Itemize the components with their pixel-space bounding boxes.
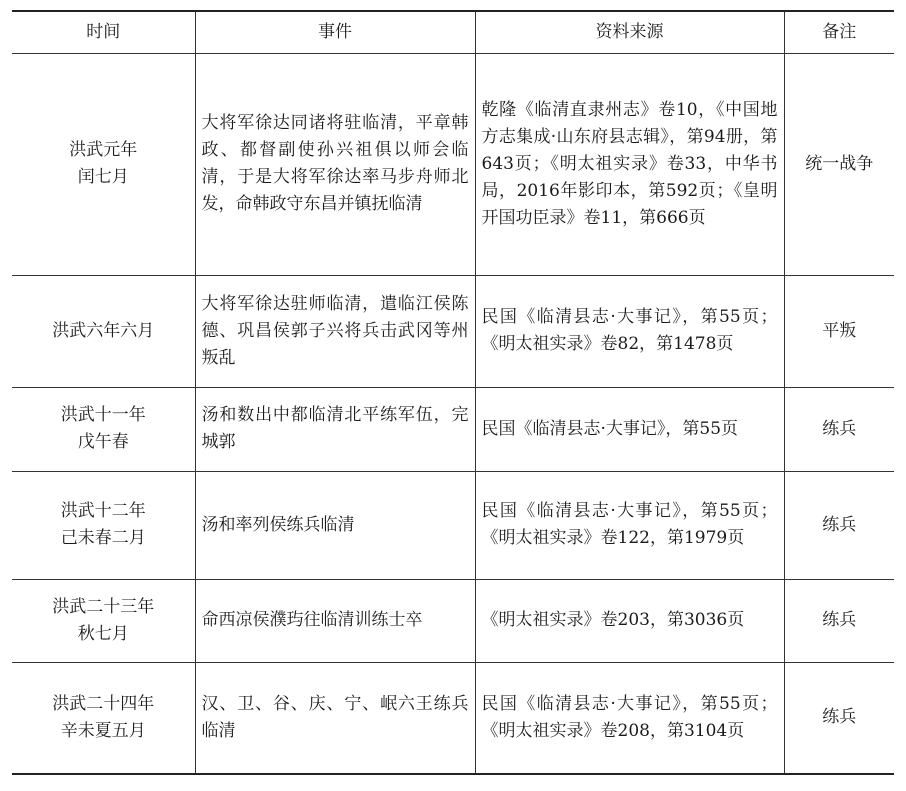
source-cell: 民国《临清县志·大事记》，第55页 [475,387,784,471]
time-cell [12,53,195,275]
header-time: 时间 [86,21,121,42]
table-row [12,275,894,387]
table-row [12,53,894,275]
source-cell: 民国《临清县志·大事记》，第55页；《明太祖实录》卷208，第3104页 [475,662,784,774]
time-line: 秋七月 [77,623,129,644]
time-cell [12,579,195,662]
time-line: 洪武二十四年 [52,693,155,714]
time-cell [12,387,195,471]
event-cell: 命西凉侯濮玙往临清训练士卒 [195,579,475,662]
event-cell: 汤和数出中都临清北平练军伍，完城郭 [195,387,475,471]
note-cell: 练兵 [784,387,894,471]
time-cell [12,471,195,579]
source-cell: 民国《临清县志·大事记》，第55页；《明太祖实录》卷122，第1979页 [475,471,784,579]
time-line: 洪武六年六月 [52,320,155,341]
time-line: 闰七月 [77,167,129,187]
time-line: 洪武元年 [69,140,138,160]
event-cell: 汤和率列侯练兵临清 [195,471,475,579]
event-cell: 汉、卫、谷、庆、宁、岷六王练兵临清 [195,662,475,774]
note-cell: 练兵 [784,471,894,579]
event-cell: 大将军徐达驻师临清，遣临江侯陈德、巩昌侯郭子兴将兵击武冈等州叛乱 [195,275,475,387]
table-header-row [12,11,894,53]
time-line: 洪武十一年 [60,405,146,425]
table-row [12,387,894,471]
time-line: 己未春二月 [60,528,146,548]
time-line: 洪武十二年 [60,501,146,521]
table-row [12,662,894,774]
note-cell: 练兵 [784,579,894,662]
header-note: 备注 [784,11,894,53]
events-table [12,10,894,775]
source-cell: 民国《临清县志·大事记》，第55页；《明太祖实录》卷82，第1478页 [475,275,784,387]
source-cell: 《明太祖实录》卷203，第3036页 [475,579,784,662]
time-line: 辛未夏五月 [60,720,146,741]
time-cell [12,662,195,774]
time-line: 洪武二十三年 [52,596,155,617]
table-row [12,579,894,662]
note-cell: 练兵 [784,662,894,774]
time-line: 戊午春 [77,432,129,452]
header-event: 事件 [195,11,475,53]
note-cell: 平叛 [784,275,894,387]
time-cell [12,275,195,387]
source-cell: 乾隆《临清直隶州志》卷10，《中国地方志集成·山东府县志辑》，第94册，第643页；《明太祖实录》卷33，中华书局，2016年影印本，第592页；《皇明开国功臣录》卷11，第666页 [475,53,784,275]
note-cell: 统一战争 [784,53,894,275]
table-row [12,471,894,579]
header-source: 资料来源 [475,11,784,53]
event-cell: 大将军徐达同诸将驻临清，平章韩政、都督副使孙兴祖俱以师会临清，于是大将军徐达率马步舟师北发，命韩政守东昌并镇抚临清 [195,53,475,275]
